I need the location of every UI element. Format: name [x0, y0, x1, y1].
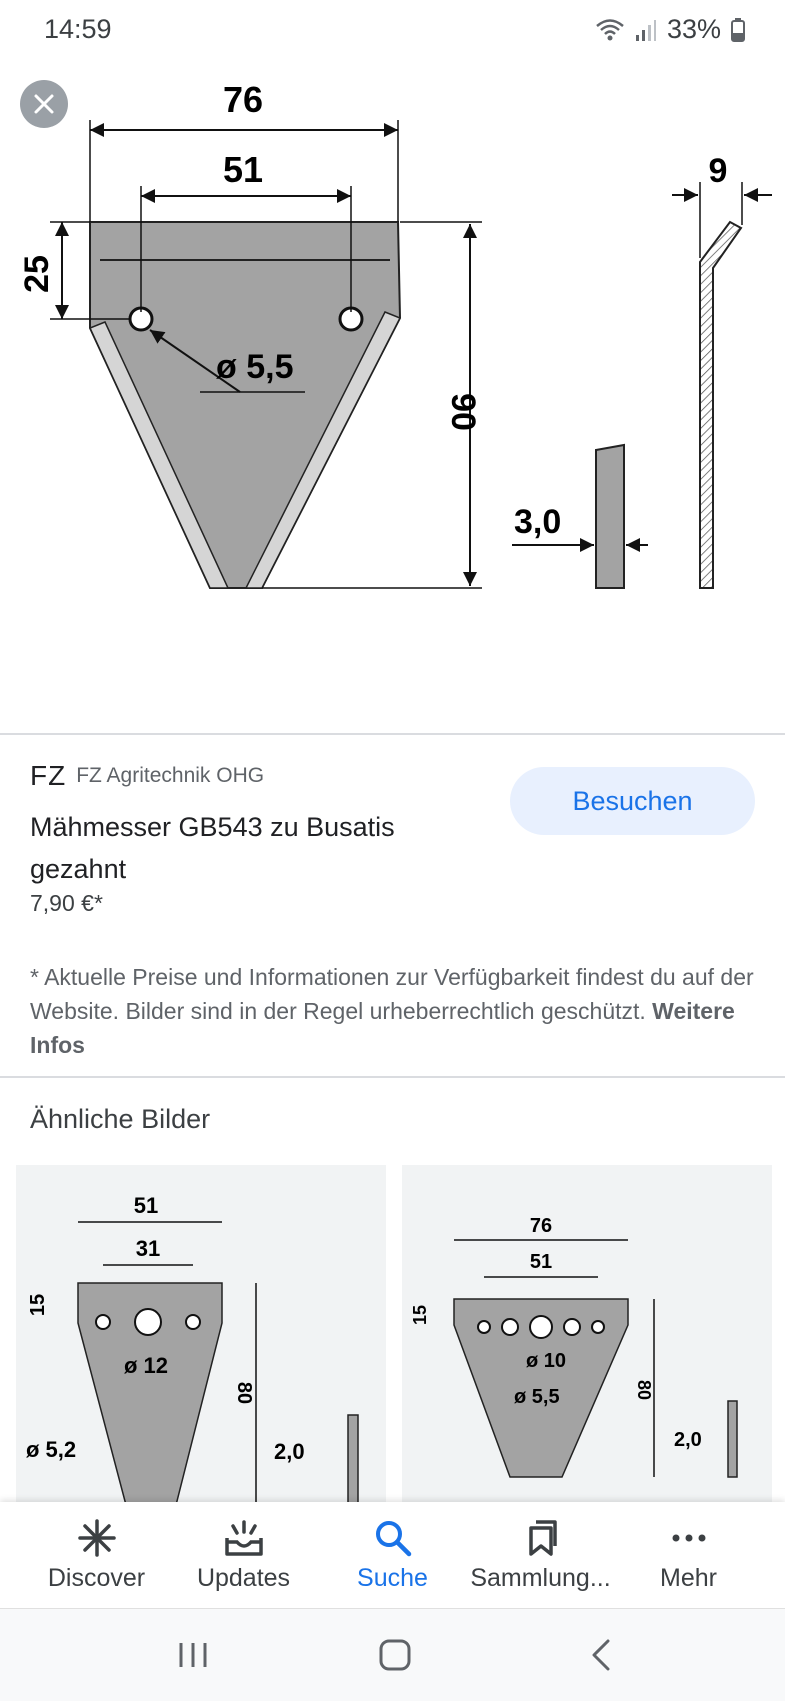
nav-discover[interactable]: [18, 1502, 175, 1608]
system-navigation-bar: [0, 1608, 785, 1701]
thumb2-dim-small-hole: ø 5,5: [514, 1386, 560, 1408]
nav-label-collections: Sammlung...: [470, 1564, 611, 1592]
nav-label-updates: Updates: [196, 1564, 291, 1592]
thumb2-dim-total-height: 80: [634, 1379, 654, 1401]
dim-hole-height: 25: [18, 255, 56, 293]
thumb1-dim-width: 51: [133, 1193, 159, 1218]
more-dots-icon: [669, 1518, 709, 1558]
divider: [0, 733, 785, 735]
thumb2-dim-width: 76: [529, 1215, 553, 1237]
thumb2-dim-big-hole: ø 10: [526, 1350, 567, 1372]
close-button[interactable]: [20, 80, 68, 128]
recent-apps-button[interactable]: [170, 1631, 216, 1679]
thumb1-dim-thickness: 2,0: [274, 1439, 305, 1464]
bookmark-collections-icon: [523, 1518, 559, 1558]
nav-updates[interactable]: [165, 1502, 322, 1608]
wifi-icon: [595, 17, 625, 43]
thumb1-dim-height: 15: [27, 1293, 49, 1317]
home-button[interactable]: [372, 1631, 418, 1679]
home-icon: [378, 1638, 412, 1672]
recent-apps-icon: [177, 1640, 209, 1670]
similar-image-1[interactable]: [16, 1165, 386, 1505]
similar-image-2[interactable]: [402, 1165, 772, 1505]
source-logo: FZ: [30, 760, 67, 791]
nav-label-search: Suche: [357, 1564, 428, 1592]
search-icon: [373, 1518, 413, 1558]
divider: [0, 1076, 785, 1078]
disclaimer-body: * Aktuelle Preise und Informationen zur Verfügbarkeit findest du auf der Website. Bilder sind in der Regel urheberrechtlich geschützt.: [30, 964, 754, 1024]
dim-top-width: 76: [222, 79, 264, 120]
thumb2-dim-spacing: 51: [529, 1251, 553, 1273]
back-button[interactable]: [578, 1631, 624, 1679]
nav-more[interactable]: [610, 1502, 767, 1608]
battery-percent: 33%: [666, 14, 721, 44]
status-bar: [0, 0, 785, 62]
status-time: 14:59: [44, 14, 112, 44]
thumb1-dim-spacing: 31: [135, 1236, 161, 1261]
thumb1-dim-big-hole: ø 12: [124, 1353, 169, 1378]
status-icons: [595, 14, 745, 45]
source-name: FZ Agritechnik OHG: [76, 764, 265, 787]
dim-hole-spacing: 51: [222, 149, 264, 190]
asterisk-icon: [77, 1518, 117, 1558]
dim-bevel: 9: [708, 152, 728, 190]
thumb2-dim-height: 15: [410, 1304, 430, 1326]
back-chevron-icon: [589, 1638, 613, 1672]
disclaimer-text: [30, 960, 760, 1062]
signal-icon: [635, 17, 657, 43]
dim-thickness: 3,0: [514, 503, 562, 541]
nav-search[interactable]: [314, 1502, 471, 1608]
nav-collections[interactable]: [462, 1502, 619, 1608]
product-drawing[interactable]: [0, 62, 785, 732]
nav-label-more: Mehr: [660, 1564, 717, 1592]
product-title[interactable]: Mähmesser GB543 zu Busatis gezahnt: [30, 812, 395, 884]
nav-label-discover: Discover: [47, 1564, 146, 1592]
dim-hole-diameter: ø 5,5: [216, 348, 294, 386]
thumb1-dim-total-height: 80: [233, 1381, 255, 1405]
dim-height: 90: [444, 393, 482, 431]
visit-button[interactable]: Besuchen: [510, 767, 755, 835]
updates-inbox-icon: [223, 1518, 265, 1558]
thumb2-dim-thickness: 2,0: [674, 1429, 702, 1451]
source-site[interactable]: [30, 760, 264, 792]
thumb1-dim-small-hole: ø 5,2: [26, 1437, 77, 1462]
similar-images-heading: Ähnliche Bilder: [30, 1104, 211, 1134]
bottom-navigation: [0, 1502, 785, 1608]
close-icon: [32, 92, 56, 116]
more-info-link[interactable]: Weitere Infos: [30, 998, 735, 1058]
battery-icon: [731, 18, 745, 42]
product-price: 7,90 €*: [30, 890, 103, 916]
